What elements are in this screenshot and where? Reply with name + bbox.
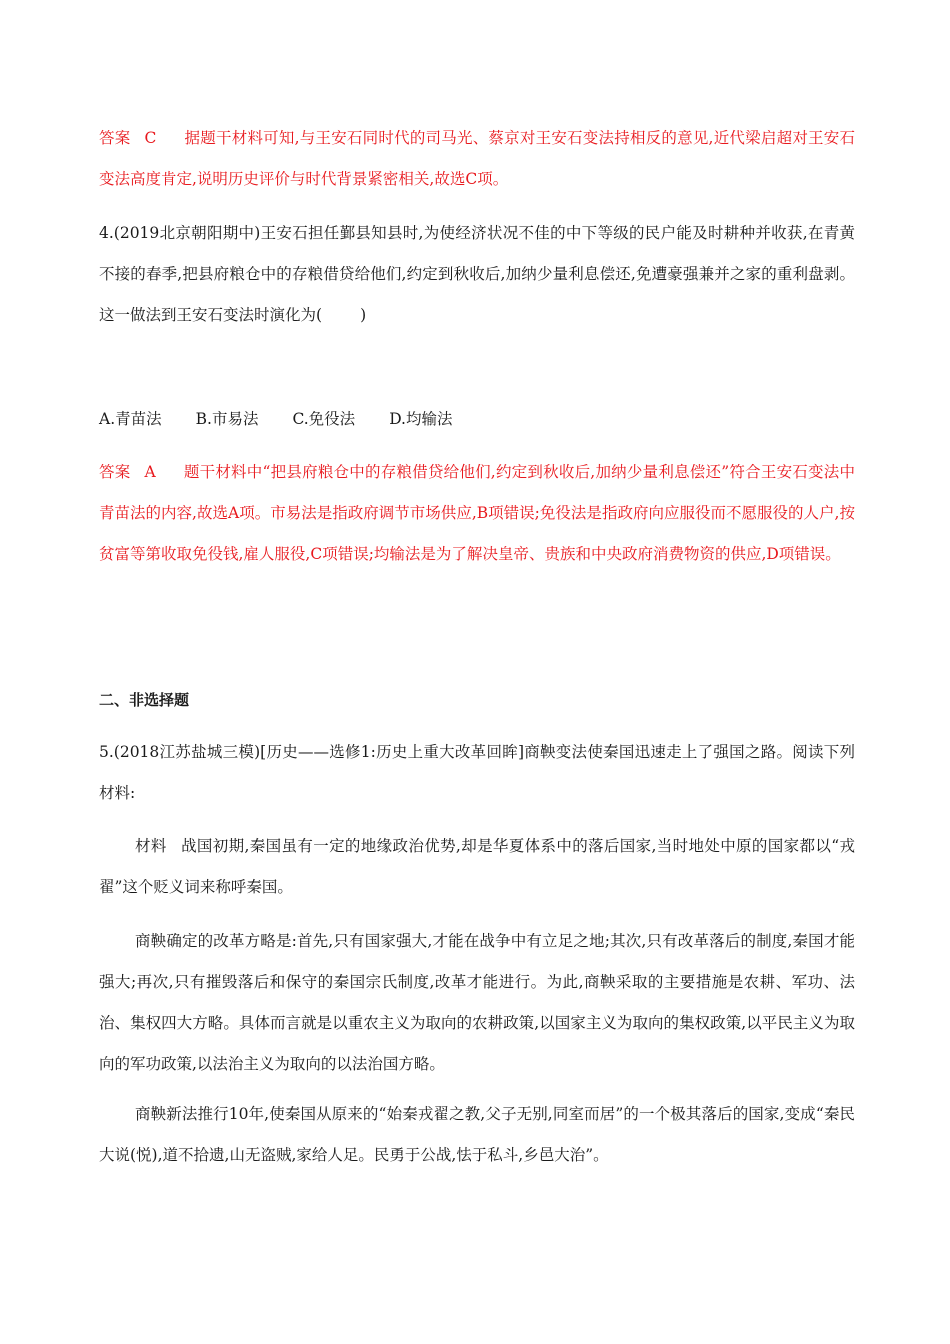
answer-choice: C [144,129,157,147]
material-paragraph-1 [99,826,855,908]
question-5-stem: 5.(2018江苏盐城三模)[历史——选修1:历史上重大改革回眸]商鞅变法使秦国迅速走上了强国之路。阅读下列材料: [99,743,855,802]
option-c: C.免役法 [292,410,356,428]
answer-choice: A [144,463,156,481]
answer-3 [99,118,855,200]
answer-explanation: 据题干材料可知,与王安石同时代的司马光、蔡京对王安石变法持相反的意见,近代梁启超对王安石变法高度肯定,说明历史评价与时代背景紧密相关,故选C项。 [99,129,855,188]
answer-label: 答案 [99,129,131,147]
answer-label: 答案 [99,463,131,481]
option-d: D.均输法 [389,410,453,428]
material-text: 战国初期,秦国虽有一定的地缘政治优势,却是华夏体系中的落后国家,当时地处中原的国家都以“戎翟”这个贬义词来称呼秦国。 [99,837,855,896]
question-paren-close: ) [360,306,367,324]
option-b: B.市易法 [195,410,259,428]
answer-explanation: 题干材料中“把县府粮仓中的存粮借贷给他们,约定到秋收后,加纳少量利息偿还”符合王安石变法中青苗法的内容,故选A项。市易法是指政府调节市场供应,B项错误;免役法是指政府向应服役而不愿服役的人户,按贫富等第收取免役钱,雇人服役,C项错误;均输法是为了解决皇帝、贵族和中央政府消费物资的供应,D项错误。 [99,463,855,563]
question-4-options [99,399,855,440]
option-a: A.青苗法 [99,410,162,428]
section-heading: 二、非选择题 [99,691,190,709]
material-paragraph-3: 商鞅新法推行10年,使秦国从原来的“始秦戎翟之教,父子无别,同室而居”的一个极其落后的国家,变成“秦民大说(悦),道不拾遗,山无盗贼,家给人足。民勇于公战,怯于私斗,乡邑大治”。 [99,1105,855,1164]
question-text: 4.(2019北京朝阳期中)王安石担任鄞县知县时,为使经济状况不佳的中下等级的民户能及时耕种并收获,在青黄不接的春季,把县府粮仓中的存粮借贷给他们,约定到秋收后,加纳少量利息偿还,免遭豪强兼并之家的重利盘剥。这一做法到王安石变法时演化为( [99,224,855,324]
material-paragraph-2: 商鞅确定的改革方略是:首先,只有国家强大,才能在战争中有立足之地;其次,只有改革落后的制度,秦国才能强大;再次,只有摧毁落后和保守的秦国宗氏制度,改革才能进行。为此,商鞅采取的主要措施是农耕、军功、法治、集权四大方略。具体而言就是以重农主义为取向的农耕政策,以国家主义为取向的集权政策,以平民主义为取向的军功政策,以法治主义为取向的以法治国方略。 [99,932,855,1073]
answer-4 [99,452,855,575]
material-label: 材料 [135,837,167,855]
question-4-stem [99,213,855,336]
